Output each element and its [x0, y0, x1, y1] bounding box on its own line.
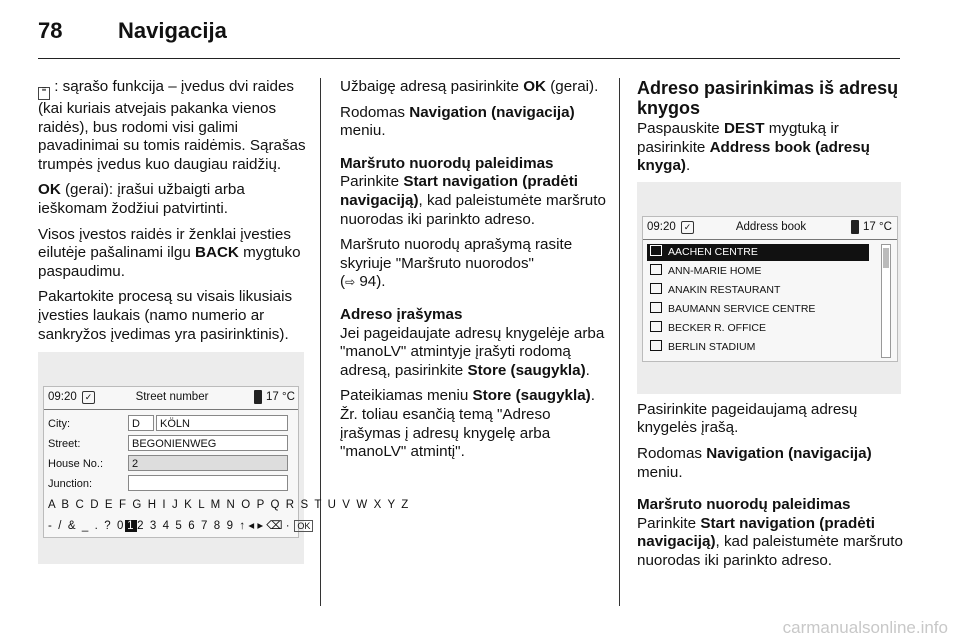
text: meniu. — [637, 463, 683, 481]
field-label: City: — [48, 418, 70, 430]
list-item[interactable] — [647, 301, 869, 318]
bold-term: Store (saugykla) — [472, 387, 591, 405]
list-item[interactable] — [647, 320, 869, 337]
text: mygtuko paspaudimu. — [38, 244, 301, 280]
text: meniu. — [340, 122, 386, 140]
ok-key[interactable]: OK — [294, 520, 313, 532]
text: Jei pageidaujate adresų knygelėje arba "manoLV" atmintyje įrašyti rodomą adresą, pasirinkite — [340, 324, 605, 379]
field-row-junction — [48, 475, 292, 493]
paragraph — [38, 288, 306, 344]
paragraph — [38, 226, 306, 282]
field-label: Street: — [48, 438, 81, 450]
entry-label: BERLIN STADIUM — [668, 341, 756, 353]
paragraph — [637, 120, 903, 176]
text: . — [685, 157, 691, 175]
digit-keyboard-row[interactable] — [48, 518, 313, 532]
text: Pasirinkite pageidaujamą adresų knygelės įrašą. — [637, 400, 858, 437]
text: Rodomas — [340, 103, 410, 121]
column-divider-1 — [320, 78, 321, 606]
field-row-city — [48, 415, 292, 433]
city-field[interactable]: KÖLN — [156, 415, 288, 431]
list-menu-icon: ≡ — [38, 87, 50, 100]
temperature-text: 17 °C — [266, 391, 295, 403]
paragraph: Maršruto nuorodų aprašymą rasite skyriuje "Maršruto nuorodos" (⇨ 94). — [340, 236, 573, 291]
bold-term: OK — [523, 78, 546, 95]
list-item[interactable] — [647, 339, 869, 356]
bold-term: Start navigation (pradėti navigaciją) — [340, 173, 578, 209]
text: Parinkite — [340, 173, 404, 191]
country-field[interactable]: D — [128, 415, 154, 431]
bold-term: Navigation (navigacija) — [409, 103, 575, 121]
paragraph — [340, 387, 608, 461]
page-title: Navigacija — [118, 18, 227, 43]
field-row-house-no — [48, 455, 292, 473]
address-entry-icon — [650, 321, 662, 332]
entry-label: BAUMANN SERVICE CENTRE — [668, 303, 816, 315]
paragraph — [637, 401, 903, 438]
screen-title: Street number — [135, 391, 209, 403]
clock-text: 09:20 — [48, 391, 77, 403]
temperature-text: 17 °C — [863, 221, 892, 233]
text: . Žr. toliau esančią temą "Adreso įrašymas į adresų knygelę arba "manoLV" atmintį". — [340, 387, 595, 461]
watermark: carmanualsonline.info — [782, 618, 948, 637]
text: mygtuką ir pasirinkite — [637, 120, 839, 156]
column-divider-2 — [619, 78, 620, 606]
selected-key[interactable]: 1 — [127, 520, 136, 532]
list-item[interactable] — [647, 282, 869, 299]
screen-topbar — [44, 387, 298, 410]
field-label: Junction: — [48, 478, 93, 490]
entry-label: BECKER R. OFFICE — [668, 322, 767, 334]
subheading: Adreso įrašymas — [340, 305, 463, 323]
paragraph — [340, 173, 608, 229]
list-item[interactable] — [647, 244, 869, 261]
page-number: 78 — [38, 18, 63, 43]
field-label: House No.: — [48, 458, 104, 470]
text: , kad paleistumėte maršruto nuorodas iki parinkto adreso. — [340, 191, 606, 228]
street-field[interactable]: BEGONIENWEG — [128, 435, 288, 451]
clock-text: 09:20 — [647, 221, 676, 233]
nav-mode-icon: ✓ — [82, 391, 95, 404]
text: Rodomas — [637, 444, 707, 462]
address-entry-icon — [650, 245, 662, 256]
text: Maršruto nuorodų aprašymą rasite skyriuje "Maršruto nuorodos" — [340, 236, 573, 272]
text: Paspauskite — [637, 120, 724, 137]
screen-topbar — [643, 217, 897, 240]
digit-keys[interactable]: 2 3 4 5 6 7 8 9 — [137, 520, 235, 532]
text: Pakartokite procesą su visais likusiais įvesties laukais (namo numerio ar sankryžos įvedimas yra pasirinktinis). — [38, 288, 293, 343]
field-row-street — [48, 435, 292, 453]
scrollbar-thumb[interactable] — [883, 248, 889, 268]
column-1 — [38, 78, 306, 351]
subheading: Maršruto nuorodų paleidimas — [637, 496, 851, 514]
bold-term: Address book (adresų knyga) — [637, 138, 870, 175]
paragraph — [637, 515, 903, 571]
letter-keyboard-row[interactable]: A B C D E F G H I J K L M N O P Q R S T U V W X Y Z — [48, 499, 410, 511]
phone-icon — [851, 220, 859, 234]
bold-term: DEST — [723, 120, 765, 137]
text: Visos įvestos raidės ir ženklai įvesties eilutėje pašalinami ilgu — [38, 225, 291, 262]
paragraph — [637, 445, 903, 482]
entry-label: ANAKIN RESTAURANT — [668, 284, 781, 296]
text: (gerai): įrašui užbaigti arba ieškomam žodžiui patvirtinti. — [38, 181, 245, 217]
address-entry-icon — [650, 264, 662, 275]
paragraph — [340, 104, 608, 141]
text: . — [585, 361, 590, 379]
text: Pateikiamas meniu — [340, 387, 473, 405]
text: Parinkite — [637, 514, 701, 532]
address-entry-icon — [650, 302, 662, 313]
column-2 — [340, 78, 608, 469]
entry-label: AACHEN CENTRE — [668, 246, 758, 258]
section-heading: Adreso pasirinkimas iš adresų knygos — [637, 78, 899, 118]
address-book-screenshot — [637, 182, 901, 394]
text: , kad paleistumėte maršruto nuorodas iki parinkto adreso. — [637, 533, 903, 569]
scrollbar[interactable] — [881, 244, 891, 358]
page-reference[interactable]: 94). — [359, 273, 386, 291]
screen-title: Address book — [735, 221, 807, 233]
screen-address-book — [642, 216, 898, 362]
phone-icon — [254, 390, 262, 404]
text: Užbaigę adresą pasirinkite — [340, 78, 524, 95]
text: : sąrašo funkcija – įvedus dvi raides (kai kuriais atvejais pakanka vienos raidės), bus rodomi visi galimi pavadinimai su tomis raidėmis. Sąrašas trumpės įvedus kuo daugiau raidžių. — [38, 78, 306, 173]
entry-label: ANN-MARIE HOME — [668, 265, 762, 277]
page-header — [38, 18, 900, 59]
symbol-keys[interactable]: - / & _ . ? 0 — [48, 520, 126, 532]
page-reference-icon: ⇨ — [345, 275, 356, 290]
house-number-field[interactable]: 2 — [128, 455, 288, 471]
paragraph — [340, 325, 608, 381]
list-item[interactable] — [647, 263, 869, 280]
bold-term: OK — [38, 181, 61, 199]
text: (gerai). — [545, 78, 599, 95]
paragraph — [38, 181, 306, 218]
paragraph — [38, 78, 306, 174]
subheading: Maršruto nuorodų paleidimas — [340, 154, 554, 172]
navigation-keys[interactable]: ↑ ◂ ▸ ⌫ · — [239, 520, 290, 532]
nav-mode-icon: ✓ — [681, 221, 694, 234]
bold-term: Store (saugykla) — [467, 361, 586, 379]
junction-field[interactable] — [128, 475, 288, 491]
address-entry-icon — [650, 283, 662, 294]
bold-term: Navigation (navigacija) — [706, 444, 872, 462]
bold-term: BACK — [195, 244, 239, 262]
address-entry-icon — [650, 340, 662, 351]
paragraph — [340, 78, 608, 97]
bold-term: Start navigation (pradėti navigaciją) — [637, 514, 875, 551]
